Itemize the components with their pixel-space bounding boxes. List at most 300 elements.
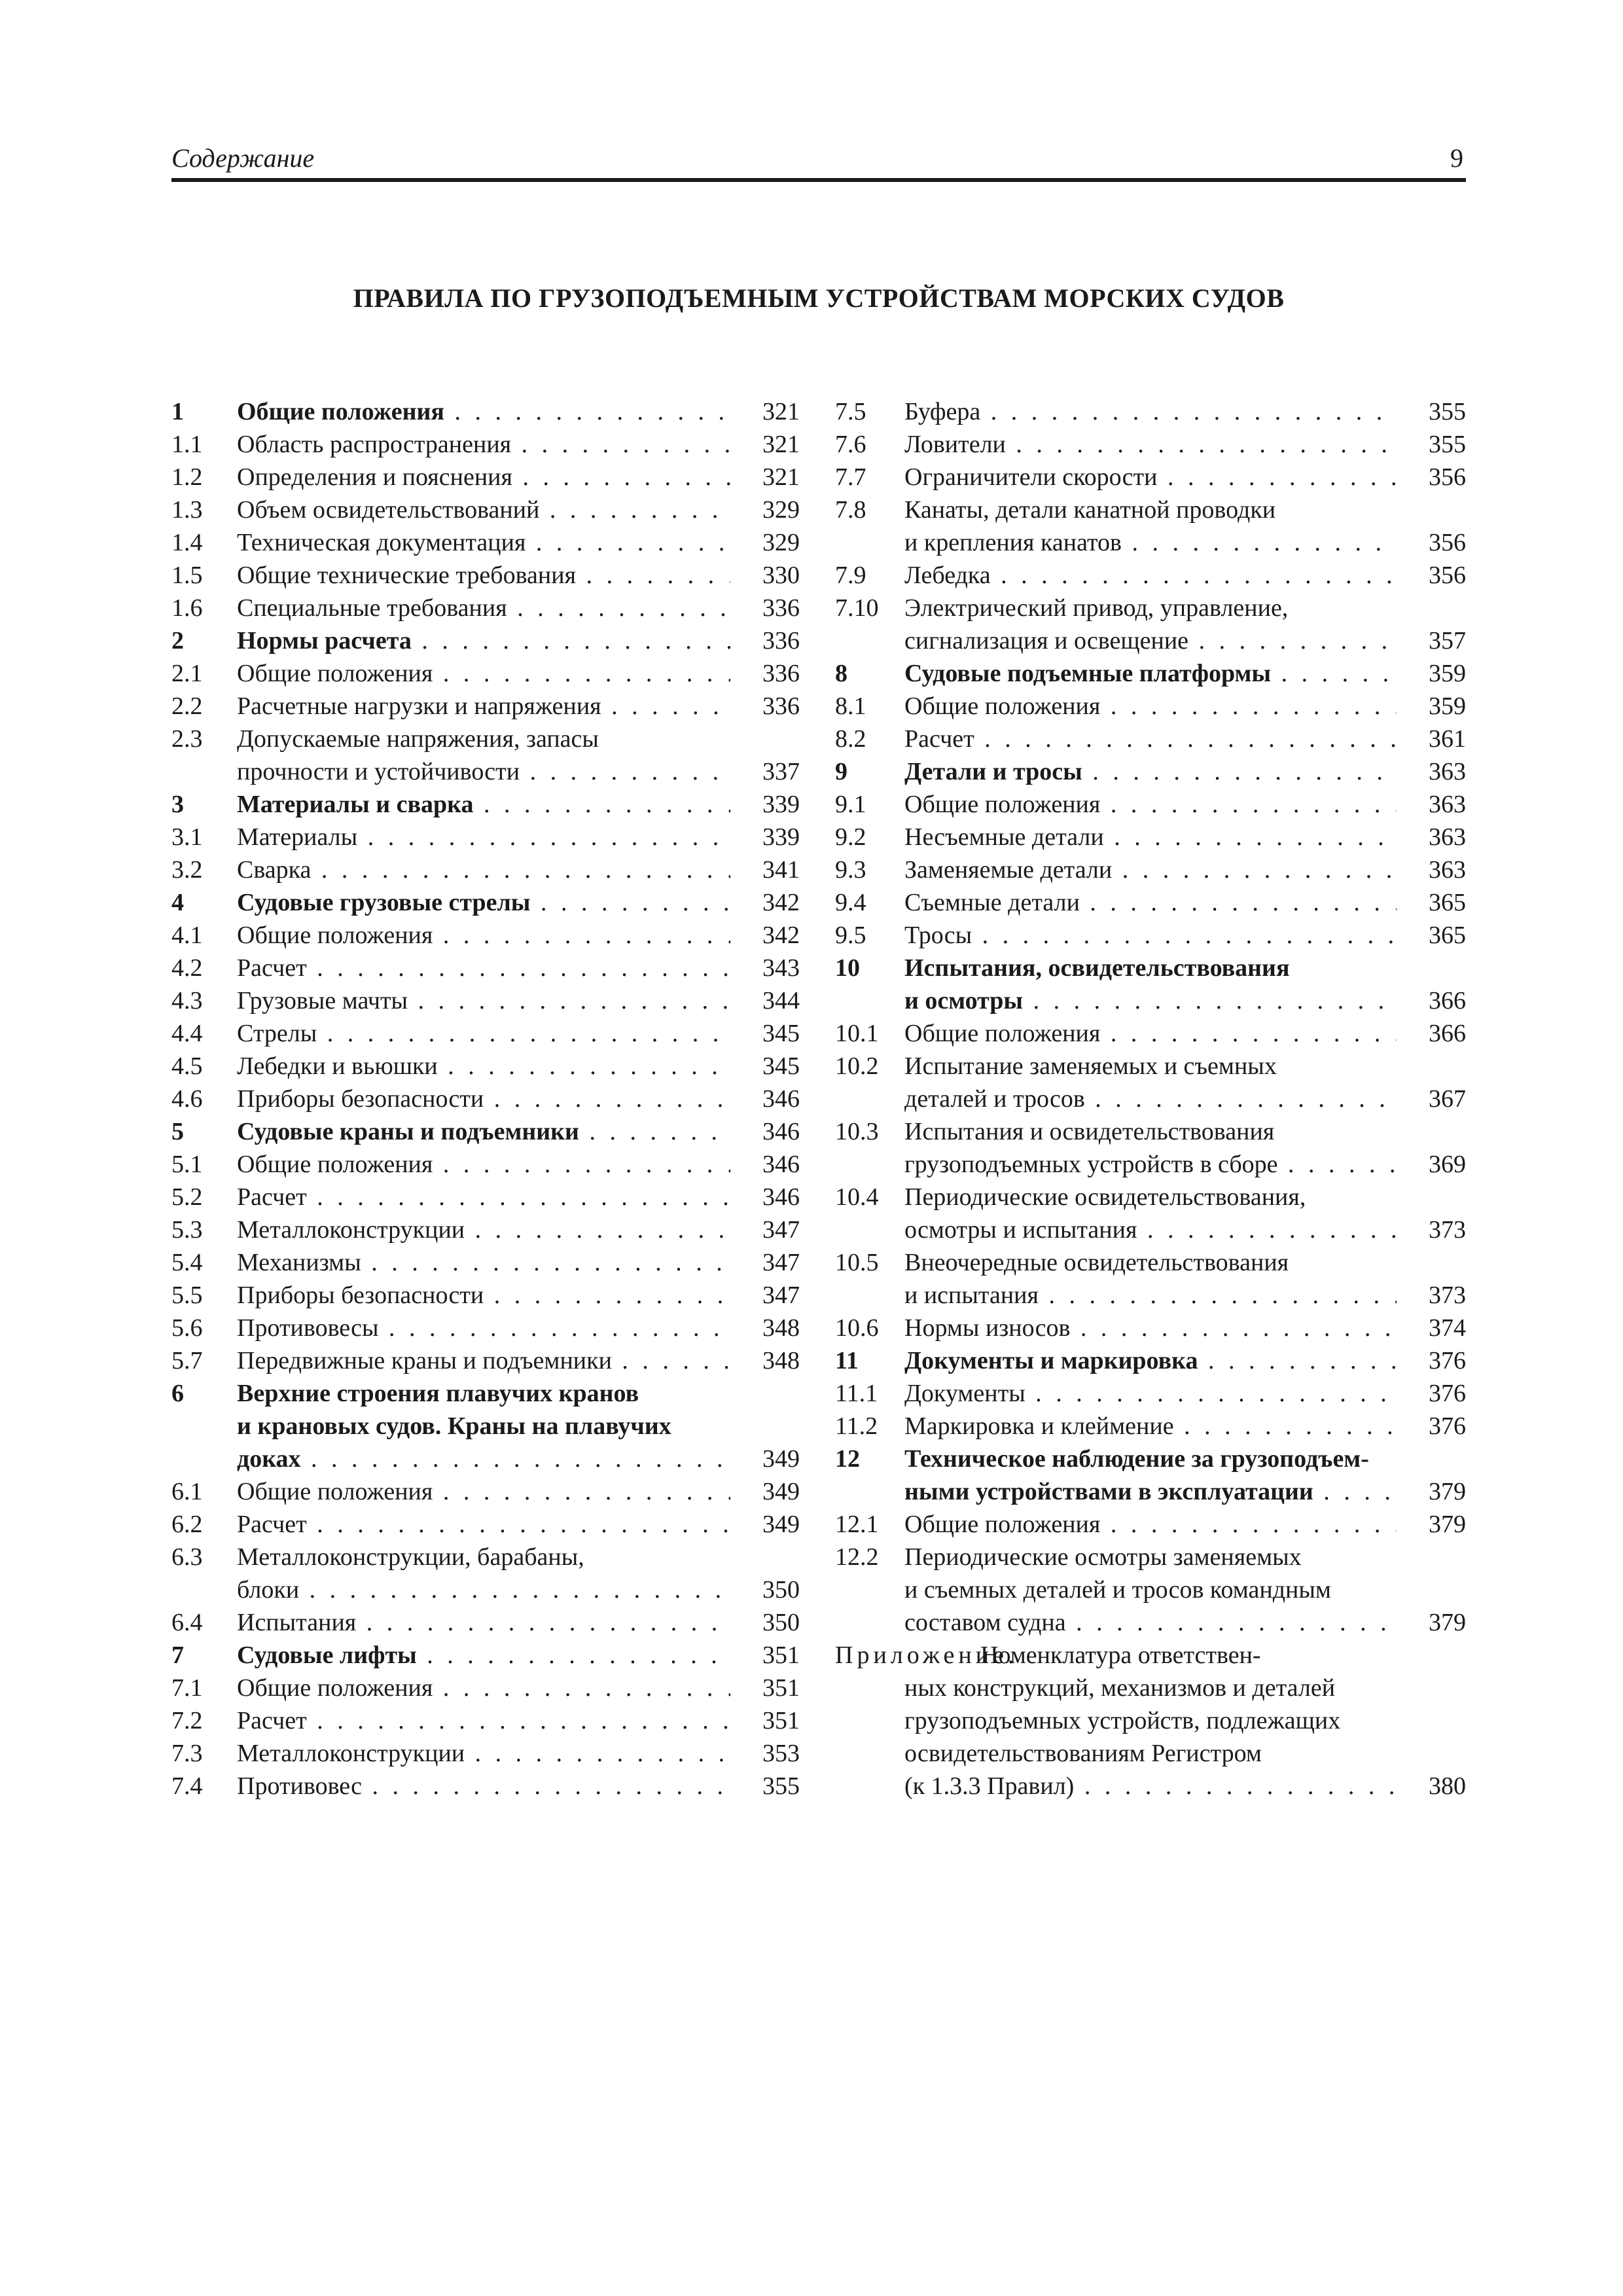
toc-entry-number: 3 bbox=[171, 791, 184, 818]
toc-entry-number: 5.6 bbox=[171, 1314, 203, 1342]
toc-entry-page: 321 bbox=[762, 431, 800, 458]
toc-entry-number: 5.4 bbox=[171, 1249, 203, 1276]
toc-entry-number: 6.3 bbox=[171, 1543, 203, 1571]
toc-entry-page: 347 bbox=[762, 1216, 800, 1244]
toc-entry[interactable] bbox=[171, 1737, 800, 1770]
toc-entry-number: 1.1 bbox=[171, 431, 203, 458]
toc-entry-number: 7.1 bbox=[171, 1674, 203, 1702]
toc-entry-title: доках . . . bbox=[237, 1443, 730, 1475]
toc-entry-number: 9.4 bbox=[835, 889, 866, 916]
toc-entry-page: 321 bbox=[762, 398, 800, 425]
toc-entry[interactable] bbox=[171, 1573, 800, 1606]
toc-entry-page: 379 bbox=[1429, 1609, 1466, 1636]
toc-entry-title: Расчет . . . bbox=[237, 952, 730, 984]
toc-entry[interactable] bbox=[835, 428, 1466, 461]
toc-entry-number: 10.2 bbox=[835, 1052, 879, 1080]
toc-entry[interactable] bbox=[835, 657, 1466, 690]
toc-entry-number: 4.1 bbox=[171, 922, 203, 949]
toc-entry-title: Судовые краны и подъемники . . . bbox=[237, 1115, 730, 1148]
toc-entry-title: Определения и пояснения . . . bbox=[237, 461, 730, 493]
toc-entry[interactable] bbox=[171, 1541, 800, 1573]
toc-entry-number: 9.5 bbox=[835, 922, 866, 949]
toc-entry-number: 3.1 bbox=[171, 823, 203, 851]
toc-entry-title: Документы . . . bbox=[904, 1377, 1397, 1410]
toc-entry-number: 7.3 bbox=[171, 1740, 203, 1767]
toc-entry-title: Противовес . . . bbox=[237, 1770, 730, 1803]
toc-entry-number: 10.1 bbox=[835, 1020, 879, 1047]
toc-entry-page: 379 bbox=[1429, 1478, 1466, 1505]
toc-entry-title: Общие технические требования . . . bbox=[237, 559, 730, 592]
toc-entry-title: Расчет . . . bbox=[904, 723, 1397, 755]
toc-entry[interactable] bbox=[171, 919, 800, 952]
toc-entry-page: 336 bbox=[762, 692, 800, 720]
toc-entry[interactable] bbox=[835, 886, 1466, 919]
toc-entry[interactable] bbox=[171, 788, 800, 821]
toc-entry-number: 5.2 bbox=[171, 1183, 203, 1211]
toc-entry-title: Допускаемые напряжения, запасы bbox=[237, 725, 599, 753]
toc-entry-number: 7.4 bbox=[171, 1772, 203, 1800]
toc-entry[interactable] bbox=[171, 690, 800, 723]
toc-entry-number: 5.1 bbox=[171, 1151, 203, 1178]
toc-entry-page: 336 bbox=[762, 660, 800, 687]
toc-entry-title: Общие положения . . . bbox=[904, 788, 1397, 821]
toc-entry-title: Судовые подъемные платформы . . . bbox=[904, 657, 1397, 690]
toc-entry-title: Расчет . . . bbox=[237, 1508, 730, 1541]
toc-entry-title: Лебедки и вьюшки . . . bbox=[237, 1050, 730, 1083]
toc-entry-page: 359 bbox=[1429, 660, 1466, 687]
toc-entry[interactable] bbox=[171, 395, 800, 428]
toc-entry-number: 5.5 bbox=[171, 1282, 203, 1309]
toc-entry-page: 345 bbox=[762, 1020, 800, 1047]
toc-entry-number: 6.2 bbox=[171, 1511, 203, 1538]
toc-entry-title: Общие положения . . . bbox=[237, 1475, 730, 1508]
toc-entry[interactable] bbox=[171, 624, 800, 657]
toc-entry[interactable] bbox=[835, 1475, 1466, 1508]
toc-entry-title: Сварка . . . bbox=[237, 853, 730, 886]
toc-entry[interactable] bbox=[835, 1508, 1466, 1541]
toc-entry[interactable] bbox=[835, 1213, 1466, 1246]
toc-entry[interactable] bbox=[835, 919, 1466, 952]
toc-entry[interactable] bbox=[835, 1083, 1466, 1115]
toc-entry-number: 1.4 bbox=[171, 529, 203, 556]
toc-entry[interactable] bbox=[171, 592, 800, 624]
toc-entry[interactable] bbox=[835, 526, 1466, 559]
toc-appendix-line[interactable] bbox=[835, 1770, 1466, 1803]
toc-entry-page: 363 bbox=[1429, 758, 1466, 785]
toc-entry-title: прочности и устойчивости . . . bbox=[237, 755, 730, 788]
toc-entry-title: Расчет . . . bbox=[237, 1704, 730, 1737]
appendix-text: ных конструкций, механизмов и деталей bbox=[904, 1674, 1336, 1702]
toc-entry-number: 5.7 bbox=[171, 1347, 203, 1374]
toc-entry-title: Нормы износов . . . bbox=[904, 1312, 1397, 1344]
toc-entry-title: Канаты, детали канатной проводки bbox=[904, 496, 1276, 524]
toc-entry-number: 1.3 bbox=[171, 496, 203, 524]
toc-entry-title: Общие положения . . . bbox=[237, 919, 730, 952]
toc-entry-number: 9.2 bbox=[835, 823, 866, 851]
toc-entry-title: Металлоконструкции . . . bbox=[237, 1213, 730, 1246]
toc-entry-title: и испытания . . . bbox=[904, 1279, 1397, 1312]
toc-entry-title: и осмотры . . . bbox=[904, 984, 1397, 1017]
toc-entry-title: Несъемные детали . . . bbox=[904, 821, 1397, 853]
toc-entry-title: Судовые грузовые стрелы . . . bbox=[237, 886, 730, 919]
toc-entry[interactable] bbox=[835, 1606, 1466, 1639]
toc-entry[interactable] bbox=[835, 952, 1466, 984]
toc-entry-title: Металлоконструкции, барабаны, bbox=[237, 1543, 584, 1571]
toc-entry-page: 369 bbox=[1429, 1151, 1466, 1178]
toc-entry[interactable] bbox=[835, 821, 1466, 853]
toc-entry-number: 3.2 bbox=[171, 856, 203, 884]
toc-entry[interactable] bbox=[835, 1312, 1466, 1344]
toc-entry-number: 5.3 bbox=[171, 1216, 203, 1244]
toc-appendix-line[interactable] bbox=[835, 1639, 1466, 1672]
toc-entry-page: 365 bbox=[1429, 922, 1466, 949]
toc-entry[interactable] bbox=[835, 461, 1466, 493]
toc-entry-page: 376 bbox=[1429, 1412, 1466, 1440]
toc-entry-title: Нормы расчета . . . bbox=[237, 624, 730, 657]
toc-entry[interactable] bbox=[835, 1148, 1466, 1181]
toc-entry-title: Общие положения . . . bbox=[904, 1508, 1397, 1541]
toc-entry-page: 366 bbox=[1429, 1020, 1466, 1047]
toc-entry-page: 346 bbox=[762, 1085, 800, 1113]
toc-entry-number: 2.1 bbox=[171, 660, 203, 687]
toc-entry-title: ными устройствами в эксплуатации . . . bbox=[904, 1475, 1397, 1508]
toc-entry[interactable] bbox=[835, 723, 1466, 755]
toc-entry-number: 10.5 bbox=[835, 1249, 879, 1276]
toc-entry[interactable] bbox=[835, 853, 1466, 886]
toc-entry-title: Маркировка и клеймение . . . bbox=[904, 1410, 1397, 1443]
toc-entry[interactable] bbox=[171, 984, 800, 1017]
toc-entry[interactable] bbox=[171, 1279, 800, 1312]
toc-entry-number: 1 bbox=[171, 398, 184, 425]
toc-entry[interactable] bbox=[171, 853, 800, 886]
toc-entry-title: деталей и тросов . . . bbox=[904, 1083, 1397, 1115]
toc-entry[interactable] bbox=[171, 1312, 800, 1344]
toc-entry-title: Материалы . . . bbox=[237, 821, 730, 853]
document-title: ПРАВИЛА ПО ГРУЗОПОДЪЕМНЫМ УСТРОЙСТВАМ МОРСКИХ СУДОВ bbox=[353, 283, 1285, 313]
toc-entry-page: 376 bbox=[1429, 1347, 1466, 1374]
toc-entry-page: 349 bbox=[762, 1478, 800, 1505]
toc-entry-title: Общие положения . . . bbox=[904, 1017, 1397, 1050]
toc-entry-number: 7.2 bbox=[171, 1707, 203, 1734]
toc-entry[interactable] bbox=[171, 1410, 800, 1443]
toc-entry-page: 347 bbox=[762, 1249, 800, 1276]
toc-entry-title: Детали и тросы . . . bbox=[904, 755, 1397, 788]
toc-entry[interactable] bbox=[835, 788, 1466, 821]
toc-entry-title: Передвижные краны и подъемники . . . bbox=[237, 1344, 730, 1377]
toc-entry[interactable] bbox=[835, 1050, 1466, 1083]
appendix-text: (к 1.3.3 Правил) . . . bbox=[904, 1770, 1397, 1803]
toc-entry-page: 374 bbox=[1429, 1314, 1466, 1342]
toc-entry-page: 366 bbox=[1429, 987, 1466, 1014]
toc-entry-title: Периодические осмотры заменяемых bbox=[904, 1543, 1302, 1571]
toc-entry-title: Буфера . . . bbox=[904, 395, 1397, 428]
toc-entry-number: 5 bbox=[171, 1118, 184, 1145]
toc-entry[interactable] bbox=[171, 1639, 800, 1672]
toc-entry-page: 343 bbox=[762, 954, 800, 982]
toc-entry[interactable] bbox=[835, 1573, 1466, 1606]
running-header-section: Содержание bbox=[171, 143, 315, 173]
toc-left-column bbox=[171, 395, 800, 1803]
toc-entry-page: 339 bbox=[762, 823, 800, 851]
toc-entry-page: 349 bbox=[762, 1511, 800, 1538]
toc-entry[interactable] bbox=[171, 559, 800, 592]
toc-entry[interactable] bbox=[835, 592, 1466, 624]
toc-entry[interactable] bbox=[835, 1344, 1466, 1377]
toc-entry-title: Верхние строения плавучих кранов bbox=[237, 1380, 639, 1407]
toc-entry[interactable] bbox=[171, 1704, 800, 1737]
page-number: 9 bbox=[1450, 143, 1463, 173]
toc-entry-title: Судовые лифты . . . bbox=[237, 1639, 730, 1672]
toc-entry-title: Испытания и освидетельствования bbox=[904, 1118, 1275, 1145]
toc-entry-page: 348 bbox=[762, 1347, 800, 1374]
toc-entry-page: 351 bbox=[762, 1707, 800, 1734]
toc-appendix-line[interactable] bbox=[835, 1672, 1466, 1704]
toc-entry-page: 351 bbox=[762, 1674, 800, 1702]
toc-entry-number: 8 bbox=[835, 660, 847, 687]
toc-entry-title: Расчетные нагрузки и напряжения . . . bbox=[237, 690, 730, 723]
toc-entry[interactable] bbox=[171, 1344, 800, 1377]
toc-entry-title: Общие положения . . . bbox=[237, 657, 730, 690]
toc-entry[interactable] bbox=[835, 1115, 1466, 1148]
toc-entry[interactable] bbox=[835, 395, 1466, 428]
toc-entry[interactable] bbox=[835, 1246, 1466, 1279]
toc-entry-title: Механизмы . . . bbox=[237, 1246, 730, 1279]
toc-entry-title: грузоподъемных устройств в сборе . . . bbox=[904, 1148, 1397, 1181]
toc-entry[interactable] bbox=[835, 1279, 1466, 1312]
toc-entry-title: Общие положения . . . bbox=[237, 395, 730, 428]
toc-entry-title: Испытание заменяемых и съемных bbox=[904, 1052, 1277, 1080]
toc-entry-title: Общие положения . . . bbox=[237, 1148, 730, 1181]
toc-entry-number: 7.8 bbox=[835, 496, 866, 524]
toc-entry[interactable] bbox=[835, 690, 1466, 723]
toc-entry-title: блоки . . . bbox=[237, 1573, 730, 1606]
toc-entry[interactable] bbox=[835, 1017, 1466, 1050]
toc-entry[interactable] bbox=[171, 1050, 800, 1083]
toc-entry-number: 4.5 bbox=[171, 1052, 203, 1080]
toc-entry[interactable] bbox=[835, 1443, 1466, 1475]
toc-entry-title: Техническая документация . . . bbox=[237, 526, 730, 559]
toc-entry-page: 337 bbox=[762, 758, 800, 785]
toc-entry-number: 10.3 bbox=[835, 1118, 879, 1145]
toc-entry[interactable] bbox=[171, 1083, 800, 1115]
toc-entry-title: Периодические освидетельствования, bbox=[904, 1183, 1306, 1211]
toc-entry-page: 379 bbox=[1429, 1511, 1466, 1538]
toc-entry-page: 330 bbox=[762, 562, 800, 589]
toc-entry-number: 1.5 bbox=[171, 562, 203, 589]
toc-entry-page: 348 bbox=[762, 1314, 800, 1342]
toc-entry-number: 9.3 bbox=[835, 856, 866, 884]
toc-entry[interactable] bbox=[835, 1377, 1466, 1410]
toc-entry-page: 336 bbox=[762, 627, 800, 655]
toc-entry[interactable] bbox=[171, 952, 800, 984]
toc-entry[interactable] bbox=[171, 1377, 800, 1410]
toc-entry[interactable] bbox=[835, 1410, 1466, 1443]
toc-entry-title: Общие положения . . . bbox=[904, 690, 1397, 723]
toc-entry-number: 7 bbox=[171, 1641, 184, 1669]
toc-entry-page: 339 bbox=[762, 791, 800, 818]
toc-entry-number: 2 bbox=[171, 627, 184, 655]
toc-entry[interactable] bbox=[171, 1115, 800, 1148]
toc-entry-title: Ловители . . . bbox=[904, 428, 1397, 461]
toc-entry-title: и крепления канатов . . . bbox=[904, 526, 1397, 559]
toc-entry-number: 7.6 bbox=[835, 431, 866, 458]
toc-entry-number: 1.6 bbox=[171, 594, 203, 622]
toc-entry[interactable] bbox=[835, 1181, 1466, 1213]
toc-entry[interactable] bbox=[835, 755, 1466, 788]
toc-entry-page: 373 bbox=[1429, 1282, 1466, 1309]
toc-entry-number: 8.2 bbox=[835, 725, 866, 753]
toc-entry[interactable] bbox=[171, 1213, 800, 1246]
toc-entry-number: 7.10 bbox=[835, 594, 879, 622]
toc-entry[interactable] bbox=[835, 624, 1466, 657]
toc-entry-number: 9 bbox=[835, 758, 847, 785]
toc-entry-page: 355 bbox=[762, 1772, 800, 1800]
toc-entry-number: 7.5 bbox=[835, 398, 866, 425]
toc-entry-number: 4.6 bbox=[171, 1085, 203, 1113]
toc-entry-title: Съемные детали . . . bbox=[904, 886, 1397, 919]
toc-entry-title: Документы и маркировка . . . bbox=[904, 1344, 1397, 1377]
toc-appendix-line[interactable] bbox=[835, 1704, 1466, 1737]
toc-entry-title: Металлоконструкции . . . bbox=[237, 1737, 730, 1770]
toc-entry-number: 7.9 bbox=[835, 562, 866, 589]
toc-entry-page: 350 bbox=[762, 1609, 800, 1636]
toc-entry[interactable] bbox=[171, 755, 800, 788]
toc-entry-page: 356 bbox=[1429, 562, 1466, 589]
toc-entry-title: Техническое наблюдение за грузоподъем- bbox=[904, 1445, 1369, 1473]
toc-entry[interactable] bbox=[171, 821, 800, 853]
toc-entry[interactable] bbox=[835, 1541, 1466, 1573]
toc-entry-page: 363 bbox=[1429, 791, 1466, 818]
toc-entry-title: Расчет . . . bbox=[237, 1181, 730, 1213]
appendix-label: Приложение. bbox=[835, 1641, 1018, 1669]
toc-entry-page: 353 bbox=[762, 1740, 800, 1767]
toc-entry-page: 373 bbox=[1429, 1216, 1466, 1244]
toc-entry-number: 12.1 bbox=[835, 1511, 879, 1538]
toc-entry[interactable] bbox=[171, 1672, 800, 1704]
toc-entry-number: 7.7 bbox=[835, 463, 866, 491]
toc-entry-title: Область распространения . . . bbox=[237, 428, 730, 461]
toc-entry-number: 11.2 bbox=[835, 1412, 878, 1440]
toc-entry-title: Тросы . . . bbox=[904, 919, 1397, 952]
toc-entry-number: 12 bbox=[835, 1445, 860, 1473]
toc-entry-title: и крановых судов. Краны на плавучих bbox=[237, 1412, 671, 1440]
toc-entry-title: Приборы безопасности . . . bbox=[237, 1279, 730, 1312]
toc-entry[interactable] bbox=[171, 723, 800, 755]
toc-entry-number: 10 bbox=[835, 954, 860, 982]
toc-entry-title: Стрелы . . . bbox=[237, 1017, 730, 1050]
toc-entry-page: 350 bbox=[762, 1576, 800, 1604]
toc-entry-page: 342 bbox=[762, 889, 800, 916]
toc-entry-number: 4.3 bbox=[171, 987, 203, 1014]
toc-entry-page: 344 bbox=[762, 987, 800, 1014]
toc-entry-title: Внеочередные освидетельствования bbox=[904, 1249, 1289, 1276]
toc-entry-number: 2.3 bbox=[171, 725, 203, 753]
toc-entry-page: 345 bbox=[762, 1052, 800, 1080]
toc-entry-page: 342 bbox=[762, 922, 800, 949]
toc-entry-title: и съемных деталей и тросов командным bbox=[904, 1576, 1331, 1604]
toc-entry-number: 1.2 bbox=[171, 463, 203, 491]
toc-entry[interactable] bbox=[171, 1443, 800, 1475]
toc-entry-title: сигнализация и освещение . . . bbox=[904, 624, 1397, 657]
toc-entry[interactable] bbox=[171, 493, 800, 526]
toc-entry-number: 4.4 bbox=[171, 1020, 203, 1047]
toc-entry-page: 376 bbox=[1429, 1380, 1466, 1407]
toc-entry[interactable] bbox=[171, 1475, 800, 1508]
toc-entry-page: 365 bbox=[1429, 889, 1466, 916]
toc-entry-title: Испытания, освидетельствования bbox=[904, 954, 1290, 982]
toc-entry-page: 356 bbox=[1429, 529, 1466, 556]
toc-entry-number: 8.1 bbox=[835, 692, 866, 720]
toc-entry-page: 355 bbox=[1429, 431, 1466, 458]
appendix-text: освидетельствованиям Регистром bbox=[904, 1740, 1262, 1767]
toc-entry[interactable] bbox=[171, 1017, 800, 1050]
toc-entry-title: Заменяемые детали . . . bbox=[904, 853, 1397, 886]
toc-entry-page: 346 bbox=[762, 1151, 800, 1178]
toc-entry-title: Объем освидетельствований . . . bbox=[237, 493, 730, 526]
toc-entry-number: 6 bbox=[171, 1380, 184, 1407]
toc-entry-title: Ограничители скорости . . . bbox=[904, 461, 1397, 493]
toc-entry-number: 6.4 bbox=[171, 1609, 203, 1636]
toc-entry-page: 329 bbox=[762, 529, 800, 556]
toc-entry-page: 321 bbox=[762, 463, 800, 491]
toc-entry[interactable] bbox=[171, 428, 800, 461]
toc-entry[interactable] bbox=[835, 984, 1466, 1017]
toc-entry-title: Специальные требования . . . bbox=[237, 592, 730, 624]
toc-entry[interactable] bbox=[835, 493, 1466, 526]
appendix-text: грузоподъемных устройств, подлежащих bbox=[904, 1707, 1341, 1734]
toc-entry-number: 4 bbox=[171, 889, 184, 916]
toc-entry-number: 10.6 bbox=[835, 1314, 879, 1342]
toc-entry[interactable] bbox=[171, 461, 800, 493]
toc-entry[interactable] bbox=[171, 657, 800, 690]
toc-appendix-line[interactable] bbox=[835, 1737, 1466, 1770]
toc-entry[interactable] bbox=[171, 1246, 800, 1279]
toc-entry-number: 2.2 bbox=[171, 692, 203, 720]
toc-entry[interactable] bbox=[171, 1181, 800, 1213]
toc-entry-title: осмотры и испытания . . . bbox=[904, 1213, 1397, 1246]
toc-entry-number: 11 bbox=[835, 1347, 859, 1374]
toc-entry-page: 336 bbox=[762, 594, 800, 622]
toc-entry[interactable] bbox=[171, 1148, 800, 1181]
toc-entry-page: 363 bbox=[1429, 823, 1466, 851]
toc-entry-number: 9.1 bbox=[835, 791, 866, 818]
toc-entry-page: 341 bbox=[762, 856, 800, 884]
toc-entry[interactable] bbox=[171, 1508, 800, 1541]
toc-entry-page: 359 bbox=[1429, 692, 1466, 720]
toc-entry-number: 12.2 bbox=[835, 1543, 879, 1571]
toc-entry-page: 347 bbox=[762, 1282, 800, 1309]
toc-entry-page: 346 bbox=[762, 1183, 800, 1211]
toc-entry-title: Общие положения . . . bbox=[237, 1672, 730, 1704]
toc-entry-title: составом судна . . . bbox=[904, 1606, 1397, 1639]
toc-entry-page: 363 bbox=[1429, 856, 1466, 884]
toc-entry[interactable] bbox=[171, 1606, 800, 1639]
toc-right-column bbox=[835, 395, 1466, 1803]
toc-entry-page: 361 bbox=[1429, 725, 1466, 753]
running-header bbox=[171, 143, 1466, 182]
toc-entry[interactable] bbox=[171, 1770, 800, 1803]
toc-entry-page: 367 bbox=[1429, 1085, 1466, 1113]
appendix-text: Номенклатура ответствен- bbox=[980, 1641, 1261, 1669]
toc-entry[interactable] bbox=[835, 559, 1466, 592]
toc-entry-title: Электрический привод, управление, bbox=[904, 594, 1289, 622]
toc-entry[interactable] bbox=[171, 526, 800, 559]
toc-entry-page: 329 bbox=[762, 496, 800, 524]
toc-entry-page: 351 bbox=[762, 1641, 800, 1669]
toc-entry-title: Лебедка . . . bbox=[904, 559, 1397, 592]
toc-entry[interactable] bbox=[171, 886, 800, 919]
toc-entry-page: 380 bbox=[1429, 1772, 1466, 1800]
